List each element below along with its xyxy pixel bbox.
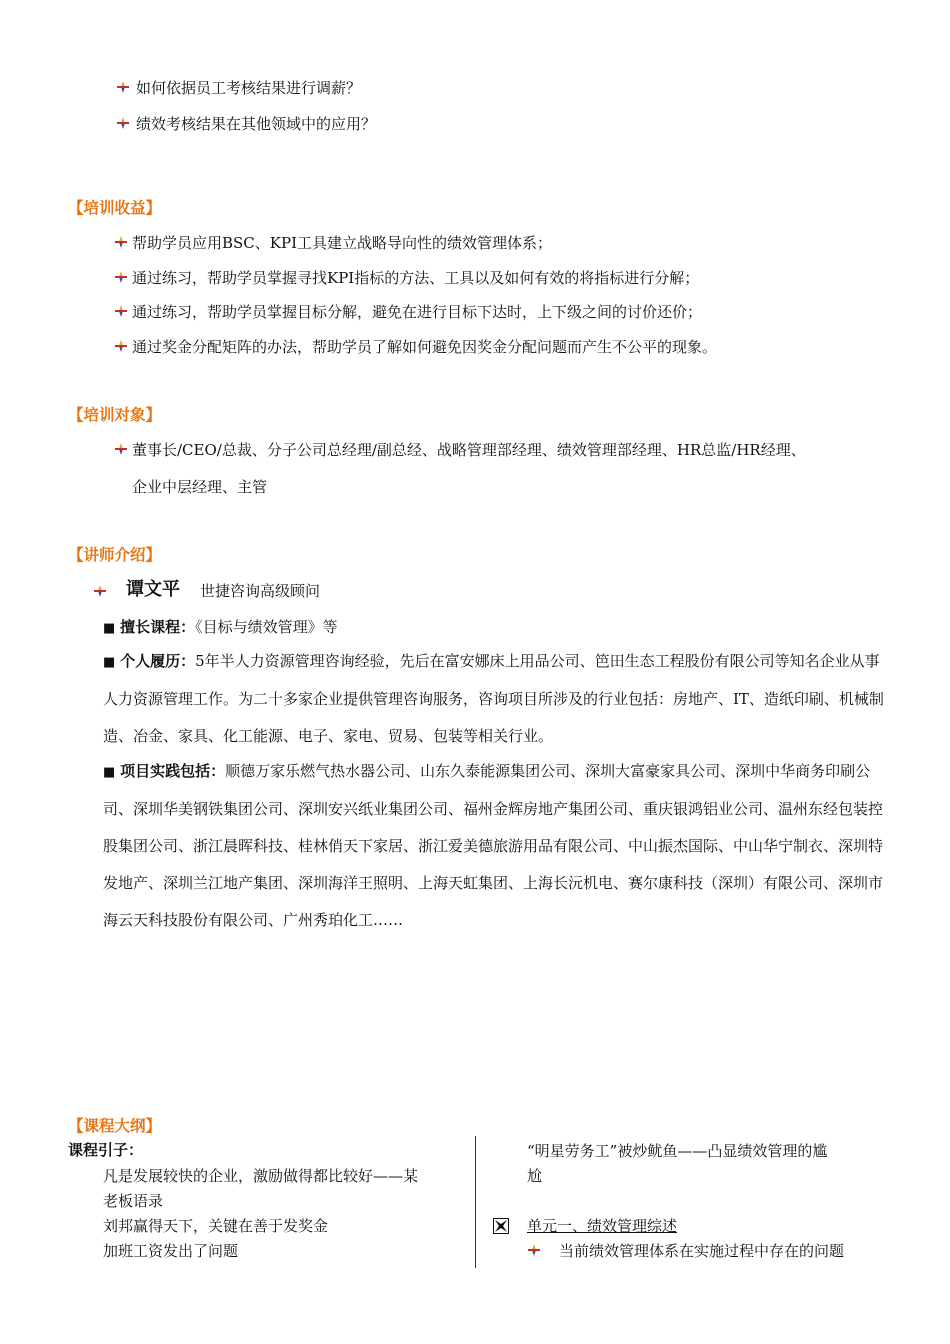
projects-value: 顺德万家乐燃气热水器公司、山东久泰能源集团公司、深圳大富豪家具公司、深圳中华商务印刷公司、深圳华美钢铁集团公司、深圳安兴纸业集团公司、福州金辉房地产集团公司、重庆银鸿铝业公司、温州东经包装控股集团公司、浙江晨晖科技、桂林俏天下家居、浙江爱美德旅游用品有限公司、中山振杰国际、中山华宁制衣、深圳特发地产、深圳兰江地产集团、深圳海洋王照明、上海天虹集团、上海长沅机电、赛尔康科技（深圳）有限公司、深圳市海云天科技股份有限公司、广州秀珀化工…… (103, 762, 884, 929)
unit-marker-icon (493, 1218, 509, 1234)
lecturer-title: 世捷咨询高级顾问 (200, 582, 321, 600)
course-value: 《目标与绩效管理》等 (195, 618, 338, 636)
lecturer-projects (103, 753, 885, 939)
outline-right-line: 尬 (527, 1167, 543, 1185)
intro-bullet-text: 绩效考核结果在其他领域中的应用？ (136, 115, 377, 133)
outline-intro-line: 凡是发展较快的企业，激励做得都比较好——某 (103, 1167, 419, 1185)
resume-label: 个人履历： (120, 652, 196, 670)
bullet-icon (114, 304, 128, 318)
benefit-item: 通过奖金分配矩阵的办法，帮助学员了解如何避免因奖金分配问题而产生不公平的现象。 (132, 338, 718, 356)
square-bullet-icon: ■ (103, 765, 116, 780)
intro-bullet-text: 如何依据员工考核结果进行调薪？ (136, 79, 362, 97)
bullet-icon (114, 442, 128, 456)
outline-right-line: “明星劳务工”被炒鱿鱼——凸显绩效管理的尴 (527, 1142, 828, 1160)
audience-line: 企业中层经理、主管 (132, 478, 268, 496)
projects-label: 项目实践包括： (120, 762, 226, 780)
column-divider (475, 1136, 476, 1268)
bullet-icon (116, 80, 130, 94)
bullet-icon (114, 270, 128, 284)
bullet-icon (116, 116, 130, 130)
bullet-icon (114, 339, 128, 353)
lecturer-name: 谭文平 (126, 579, 180, 600)
course-label: 擅长课程： (120, 618, 196, 636)
bullet-icon (114, 235, 128, 249)
outline-intro-label: 课程引子： (68, 1141, 144, 1159)
lecturer-course (103, 617, 338, 639)
bullet-icon (93, 584, 107, 598)
benefit-item: 通过练习，帮助学员掌握目标分解，避免在进行目标下达时，上下级之间的讨价还价； (132, 303, 703, 321)
square-bullet-icon: ■ (103, 655, 116, 670)
audience-line: 董事长/CEO/总裁、分子公司总经理/副总经、战略管理部经理、绩效管理部经理、HR总监/HR经理、 (132, 441, 806, 459)
benefit-item: 通过练习，帮助学员掌握寻找KPI指标的方法、工具以及如何有效的将指标进行分解； (132, 269, 700, 287)
unit-item: 当前绩效管理体系在实施过程中存在的问题 (559, 1242, 845, 1260)
resume-value: 5年半人力资源管理咨询经验，先后在富安娜床上用品公司、笆田生态工程股份有限公司等知名企业从事人力资源管理工作。为二十多家企业提供管理咨询服务，咨询项目所涉及的行业包括：房地产、IT、造纸印刷、机械制造、冶金、家具、化工能源、电子、家电、贸易、包装等相关行业。 (103, 652, 884, 745)
square-bullet-icon: ■ (103, 621, 116, 636)
outline-intro-line: 老板语录 (103, 1192, 164, 1210)
lecturer-resume (103, 643, 885, 755)
unit-title: 单元一、绩效管理综述 (527, 1217, 678, 1235)
audience-heading: 【培训对象】 (68, 406, 162, 424)
outline-intro-line: 加班工资发出了问题 (103, 1242, 239, 1260)
bullet-icon (527, 1243, 541, 1257)
benefits-heading: 【培训收益】 (68, 199, 162, 217)
outline-heading: 【课程大纲】 (68, 1117, 162, 1135)
benefit-item: 帮助学员应用BSC、KPI工具建立战略导向性的绩效管理体系； (132, 234, 553, 252)
lecturer-heading: 【讲师介绍】 (68, 546, 162, 564)
outline-intro-line: 刘邦赢得天下，关键在善于发奖金 (103, 1217, 329, 1235)
